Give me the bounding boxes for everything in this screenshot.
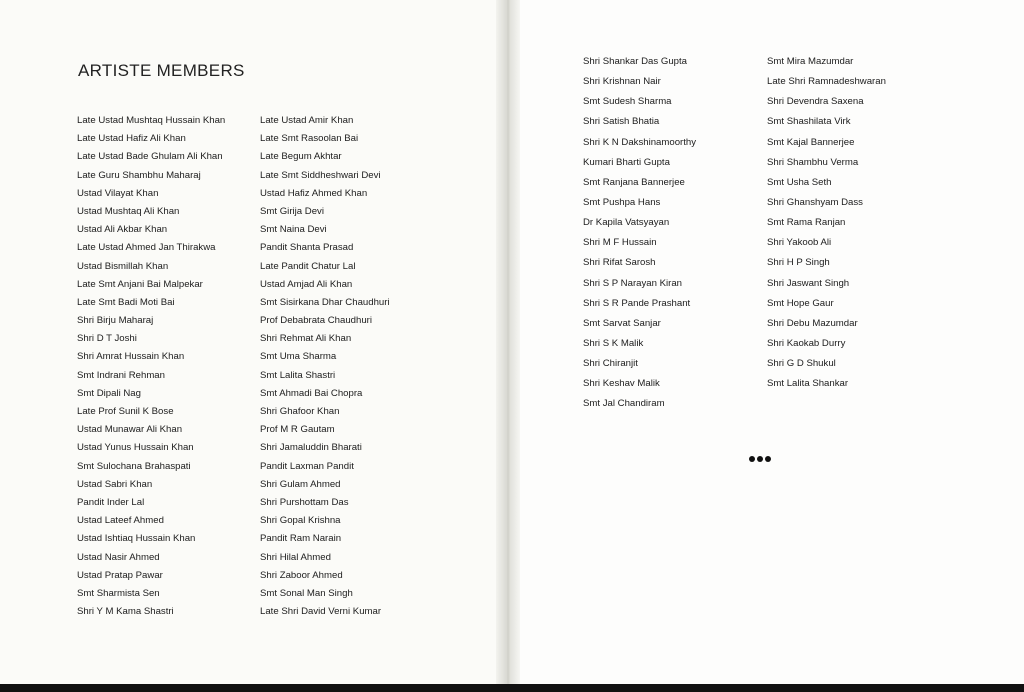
left-column-2 bbox=[260, 112, 390, 621]
member-name: Shri Shambhu Verma bbox=[767, 156, 859, 168]
member-name: Pandit Ram Narain bbox=[260, 533, 342, 545]
member-name: Ustad Yunus Hussain Khan bbox=[77, 442, 194, 454]
member-name: Smt Sarvat Sanjar bbox=[583, 317, 661, 329]
member-name: Shri Y M Kama Shastri bbox=[77, 606, 174, 618]
page-title: ARTISTE MEMBERS bbox=[78, 61, 245, 80]
member-name: Late Smt Anjani Bai Malpekar bbox=[77, 278, 203, 290]
member-name: Late Ustad Amir Khan bbox=[260, 115, 354, 126]
member-name: Shri Hilal Ahmed bbox=[260, 551, 331, 563]
member-name: Shri K N Dakshinamoorthy bbox=[583, 136, 697, 148]
member-name: Late Shri David Verni Kumar bbox=[260, 606, 382, 618]
member-name: Shri S R Pande Prashant bbox=[583, 297, 691, 309]
member-name: Smt Sharmista Sen bbox=[77, 587, 160, 599]
member-name: Shri Keshav Malik bbox=[583, 378, 660, 390]
member-name: Dr Kapila Vatsyayan bbox=[583, 217, 670, 229]
dot-icon bbox=[765, 456, 771, 462]
member-name: Ustad Mushtaq Ali Khan bbox=[77, 205, 180, 217]
member-name: Shri Ghanshyam Dass bbox=[767, 196, 863, 208]
member-name: Ustad Hafiz Ahmed Khan bbox=[260, 187, 368, 199]
member-name: Smt Uma Sharma bbox=[260, 351, 337, 363]
member-name: Pandit Inder Lal bbox=[77, 496, 145, 508]
member-name: Ustad Munawar Ali Khan bbox=[77, 424, 183, 436]
member-name: Smt Pushpa Hans bbox=[583, 196, 661, 208]
member-name: Shri S K Malik bbox=[583, 337, 644, 349]
member-name: Late Smt Siddheshwari Devi bbox=[260, 169, 381, 181]
member-name: Late Ustad Bade Ghulam Ali Khan bbox=[77, 151, 223, 163]
member-name: Late Ustad Ahmed Jan Thirakwa bbox=[77, 242, 216, 254]
member-name: Shri Kaokab Durry bbox=[767, 337, 846, 349]
end-ornament-icon bbox=[749, 456, 771, 462]
member-name: Ustad Vilayat Khan bbox=[77, 187, 159, 199]
member-name: Ustad Ali Akbar Khan bbox=[77, 224, 168, 236]
right-column-2 bbox=[767, 52, 886, 394]
member-name: Smt Girija Devi bbox=[260, 205, 324, 217]
member-name: Late Prof Sunil K Bose bbox=[77, 406, 174, 417]
member-name: Late Pandit Chatur Lal bbox=[260, 260, 356, 272]
member-name: Shri Yakoob Ali bbox=[767, 237, 832, 249]
member-name: Smt Sonal Man Singh bbox=[260, 587, 353, 599]
member-name: Shri Debu Mazumdar bbox=[767, 317, 858, 329]
member-name: Smt Jal Chandiram bbox=[583, 398, 665, 410]
dot-icon bbox=[757, 456, 763, 462]
member-name: Late Smt Rasoolan Bai bbox=[260, 133, 359, 145]
right-column-1 bbox=[583, 52, 696, 415]
member-name: Shri Purshottam Das bbox=[260, 496, 349, 508]
member-name: Shri Gopal Krishna bbox=[260, 515, 341, 527]
member-name: Pandit Shanta Prasad bbox=[260, 242, 354, 254]
member-name: Kumari Bharti Gupta bbox=[583, 156, 670, 168]
member-name: Smt Lalita Shankar bbox=[767, 378, 849, 390]
member-name: Smt Kajal Bannerjee bbox=[767, 136, 855, 148]
member-name: Prof Debabrata Chaudhuri bbox=[260, 315, 372, 327]
member-name: Smt Ahmadi Bai Chopra bbox=[260, 387, 363, 399]
member-name: Shri Krishnan Nair bbox=[583, 76, 661, 88]
member-name: Shri Rehmat Ali Khan bbox=[260, 333, 352, 345]
member-name: Shri Shankar Das Gupta bbox=[583, 56, 687, 67]
member-name: Smt Indrani Rehman bbox=[77, 369, 165, 381]
member-name: Smt Rama Ranjan bbox=[767, 217, 846, 229]
member-name: Smt Sudesh Sharma bbox=[583, 96, 672, 108]
member-name: Late Guru Shambhu Maharaj bbox=[77, 169, 201, 181]
member-name: Late Ustad Mushtaq Hussain Khan bbox=[77, 115, 226, 126]
member-name: Shri D T Joshi bbox=[77, 333, 137, 345]
member-name: Ustad Amjad Ali Khan bbox=[260, 278, 353, 290]
member-name: Smt Ranjana Bannerjee bbox=[583, 176, 685, 188]
member-name: Shri M F Hussain bbox=[583, 237, 657, 249]
member-name: Smt Mira Mazumdar bbox=[767, 56, 854, 67]
dot-icon bbox=[749, 456, 755, 462]
member-name: Shri Gulam Ahmed bbox=[260, 478, 341, 490]
member-name: Ustad Nasir Ahmed bbox=[77, 551, 160, 563]
member-name: Late Smt Badi Moti Bai bbox=[77, 296, 175, 308]
member-name: Late Ustad Hafiz Ali Khan bbox=[77, 133, 186, 145]
member-name: Shri Satish Bhatia bbox=[583, 116, 660, 128]
member-name: Shri Jamaluddin Bharati bbox=[260, 442, 362, 454]
member-name: Late Shri Ramnadeshwaran bbox=[767, 76, 886, 88]
member-name: Smt Sulochana Brahaspati bbox=[77, 460, 191, 472]
member-name: Pandit Laxman Pandit bbox=[260, 460, 354, 472]
left-column-1 bbox=[77, 112, 225, 621]
member-name: Smt Sisirkana Dhar Chaudhuri bbox=[260, 296, 390, 308]
member-name: Shri Birju Maharaj bbox=[77, 315, 154, 327]
member-name: Ustad Bismillah Khan bbox=[77, 260, 169, 272]
member-name: Shri Ghafoor Khan bbox=[260, 406, 340, 417]
member-name: Shri G D Shukul bbox=[767, 358, 836, 370]
member-name: Shri Zaboor Ahmed bbox=[260, 569, 343, 581]
member-name: Smt Naina Devi bbox=[260, 224, 327, 236]
member-name: Shri Chiranjit bbox=[583, 358, 638, 370]
member-name: Shri Jaswant Singh bbox=[767, 277, 850, 289]
member-name: Shri Rifat Sarosh bbox=[583, 257, 656, 269]
scan-bottom-edge bbox=[0, 684, 1024, 692]
member-name: Ustad Ishtiaq Hussain Khan bbox=[77, 533, 196, 545]
member-name: Smt Lalita Shastri bbox=[260, 369, 336, 381]
member-name: Shri H P Singh bbox=[767, 257, 830, 269]
member-name: Ustad Pratap Pawar bbox=[77, 569, 163, 581]
member-name: Smt Usha Seth bbox=[767, 176, 832, 188]
member-name: Shri S P Narayan Kiran bbox=[583, 277, 683, 289]
member-name: Prof M R Gautam bbox=[260, 424, 335, 436]
member-name: Shri Amrat Hussain Khan bbox=[77, 351, 185, 363]
member-name: Ustad Lateef Ahmed bbox=[77, 515, 164, 527]
member-name: Smt Shashilata Virk bbox=[767, 116, 851, 128]
member-name: Ustad Sabri Khan bbox=[77, 478, 153, 490]
member-name: Smt Dipali Nag bbox=[77, 387, 141, 399]
member-name: Late Begum Akhtar bbox=[260, 151, 342, 163]
member-name: Smt Hope Gaur bbox=[767, 297, 834, 309]
book-gutter bbox=[496, 0, 520, 684]
member-name: Shri Devendra Saxena bbox=[767, 96, 864, 108]
